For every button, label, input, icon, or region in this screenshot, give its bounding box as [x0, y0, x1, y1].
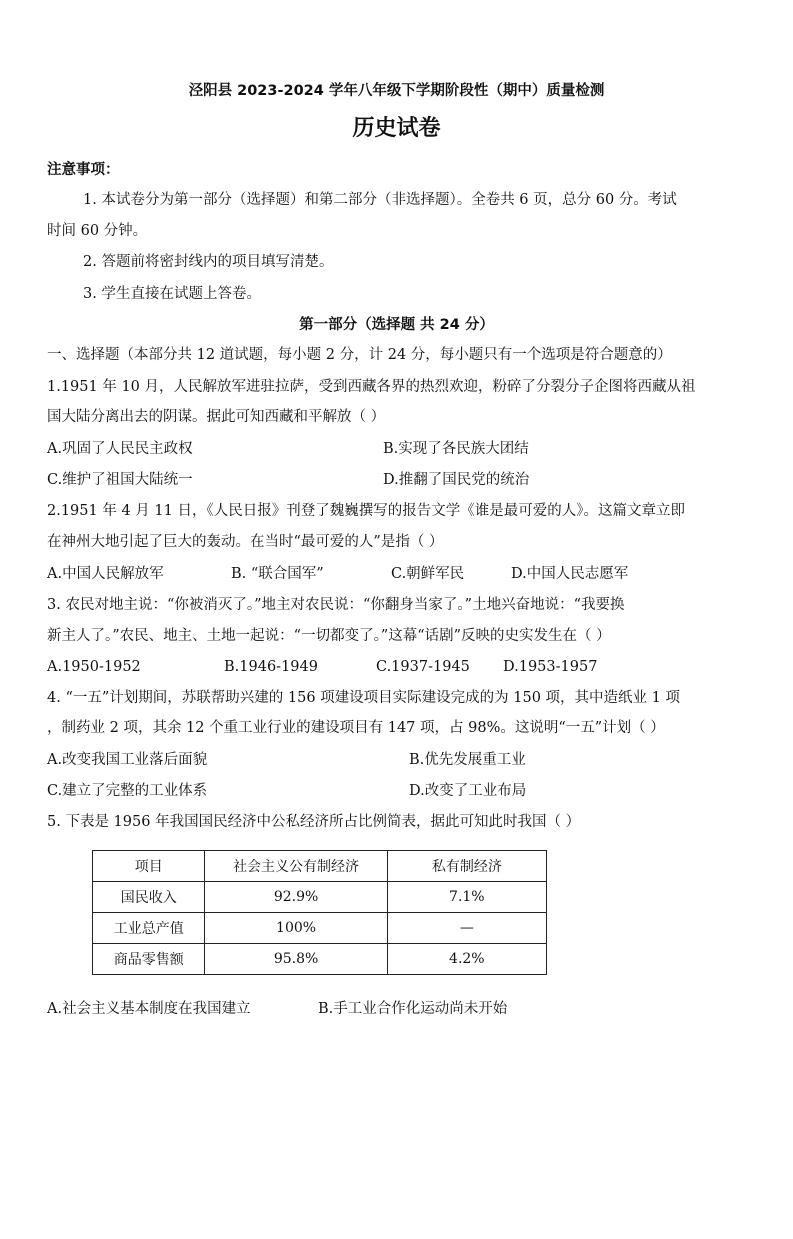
- q5-stem: 5. 下表是 1956 年我国国民经济中公私经济所占比例简表，据此可知此时我国（ ）: [47, 814, 581, 830]
- q2-option-a: A.中国人民解放军: [47, 566, 164, 582]
- q2-option-c: C.朝鲜军民: [391, 566, 465, 582]
- q2-stem-cont: 在神州大地引起了巨大的轰动。在当时“最可爱的人”是指（ ）: [47, 534, 444, 550]
- part1-instruction: 一、选择题（本部分共 12 道试题，每小题 2 分，计 24 分，每小题只有一个选项是符合题意的）: [47, 347, 672, 363]
- table-cell: —: [387, 913, 546, 944]
- q3-option-b: B.1946-1949: [224, 659, 318, 675]
- q4-option-a: A.改变我国工业落后面貌: [47, 752, 208, 768]
- q1-stem-cont: 国大陆分离出去的阴谋。据此可知西藏和平解放（ ）: [47, 409, 386, 425]
- q3-stem-cont: 新主人了。”农民、地主、土地一起说：“一切都变了。”这幕“话剧”反映的史实发生在（ ）: [47, 628, 611, 644]
- q4-stem-cont: ，制药业 2 项，其余 12 个重工业行业的建设项目有 147 项，占 98%。这说明“一五”计划（ ）: [47, 720, 665, 736]
- table-row: [93, 913, 547, 944]
- q4-option-d: D.改变了工业布局: [409, 783, 527, 799]
- table-cell: 95.8%: [205, 944, 387, 975]
- notice-item-2: 2. 答题前将密封线内的项目填写清楚。: [83, 254, 334, 270]
- notice-item-1: 1. 本试卷分为第一部分（选择题）和第二部分（非选择题）。全卷共 6 页，总分 60 分。考试: [83, 192, 677, 208]
- part1-heading: 第一部分（选择题 共 24 分）: [299, 317, 494, 333]
- q1-option-d: D.推翻了国民党的统治: [383, 472, 530, 488]
- notice-item-3: 3. 学生直接在试题上答卷。: [83, 286, 261, 302]
- table-row: [93, 882, 547, 913]
- economy-ratio-table: [92, 850, 547, 975]
- table-cell: 国民收入: [93, 882, 205, 913]
- q3-stem: 3. 农民对地主说：“你被消灭了。”地主对农民说：“你翻身当家了。”土地兴奋地说：“我要换: [47, 597, 625, 613]
- subject-title: 历史试卷: [352, 116, 441, 141]
- notice-item-1-cont: 时间 60 分钟。: [47, 223, 148, 239]
- exam-name: 泾阳县 2023-2024 学年八年级下学期阶段性（期中）质量检测: [188, 83, 605, 99]
- table-header-cell: 项目: [93, 851, 205, 882]
- q4-option-b: B.优先发展重工业: [409, 752, 526, 768]
- table-cell: 7.1%: [387, 882, 546, 913]
- table-header-cell: 私有制经济: [387, 851, 546, 882]
- q1-option-c: C.维护了祖国大陆统一: [47, 472, 193, 488]
- table-cell: 商品零售额: [93, 944, 205, 975]
- q4-option-c: C.建立了完整的工业体系: [47, 783, 208, 799]
- q5-option-b: B.手工业合作化运动尚未开始: [318, 1001, 508, 1017]
- q4-stem: 4. “一五”计划期间，苏联帮助兴建的 156 项建设项目实际建设完成的为 150 项，其中造纸业 1 项: [47, 690, 680, 706]
- q2-option-d: D.中国人民志愿军: [511, 566, 629, 582]
- q5-option-a: A.社会主义基本制度在我国建立: [47, 1001, 251, 1017]
- table-cell: 工业总产值: [93, 913, 205, 944]
- q2-stem: 2.1951 年 4 月 11 日，《人民日报》刊登了魏巍撰写的报告文学《谁是最可爱的人》。这篇文章立即: [47, 503, 685, 519]
- q2-option-b: B. “联合国军”: [231, 566, 324, 582]
- q3-option-d: D.1953-1957: [503, 659, 598, 675]
- q3-option-c: C.1937-1945: [376, 659, 470, 675]
- q1-option-b: B.实现了各民族大团结: [383, 441, 529, 457]
- q1-stem: 1.1951 年 10 月，人民解放军进驻拉萨，受到西藏各界的热烈欢迎，粉碎了分裂分子企图将西藏从祖: [47, 379, 696, 395]
- table-cell: 100%: [205, 913, 387, 944]
- table-row: [93, 944, 547, 975]
- table-cell: 92.9%: [205, 882, 387, 913]
- q3-option-a: A.1950-1952: [47, 659, 141, 675]
- q1-option-a: A.巩固了人民民主政权: [47, 441, 193, 457]
- notice-heading: 注意事项：: [47, 162, 120, 178]
- table-header-row: [93, 851, 547, 882]
- table-cell: 4.2%: [387, 944, 546, 975]
- table-header-cell: 社会主义公有制经济: [205, 851, 387, 882]
